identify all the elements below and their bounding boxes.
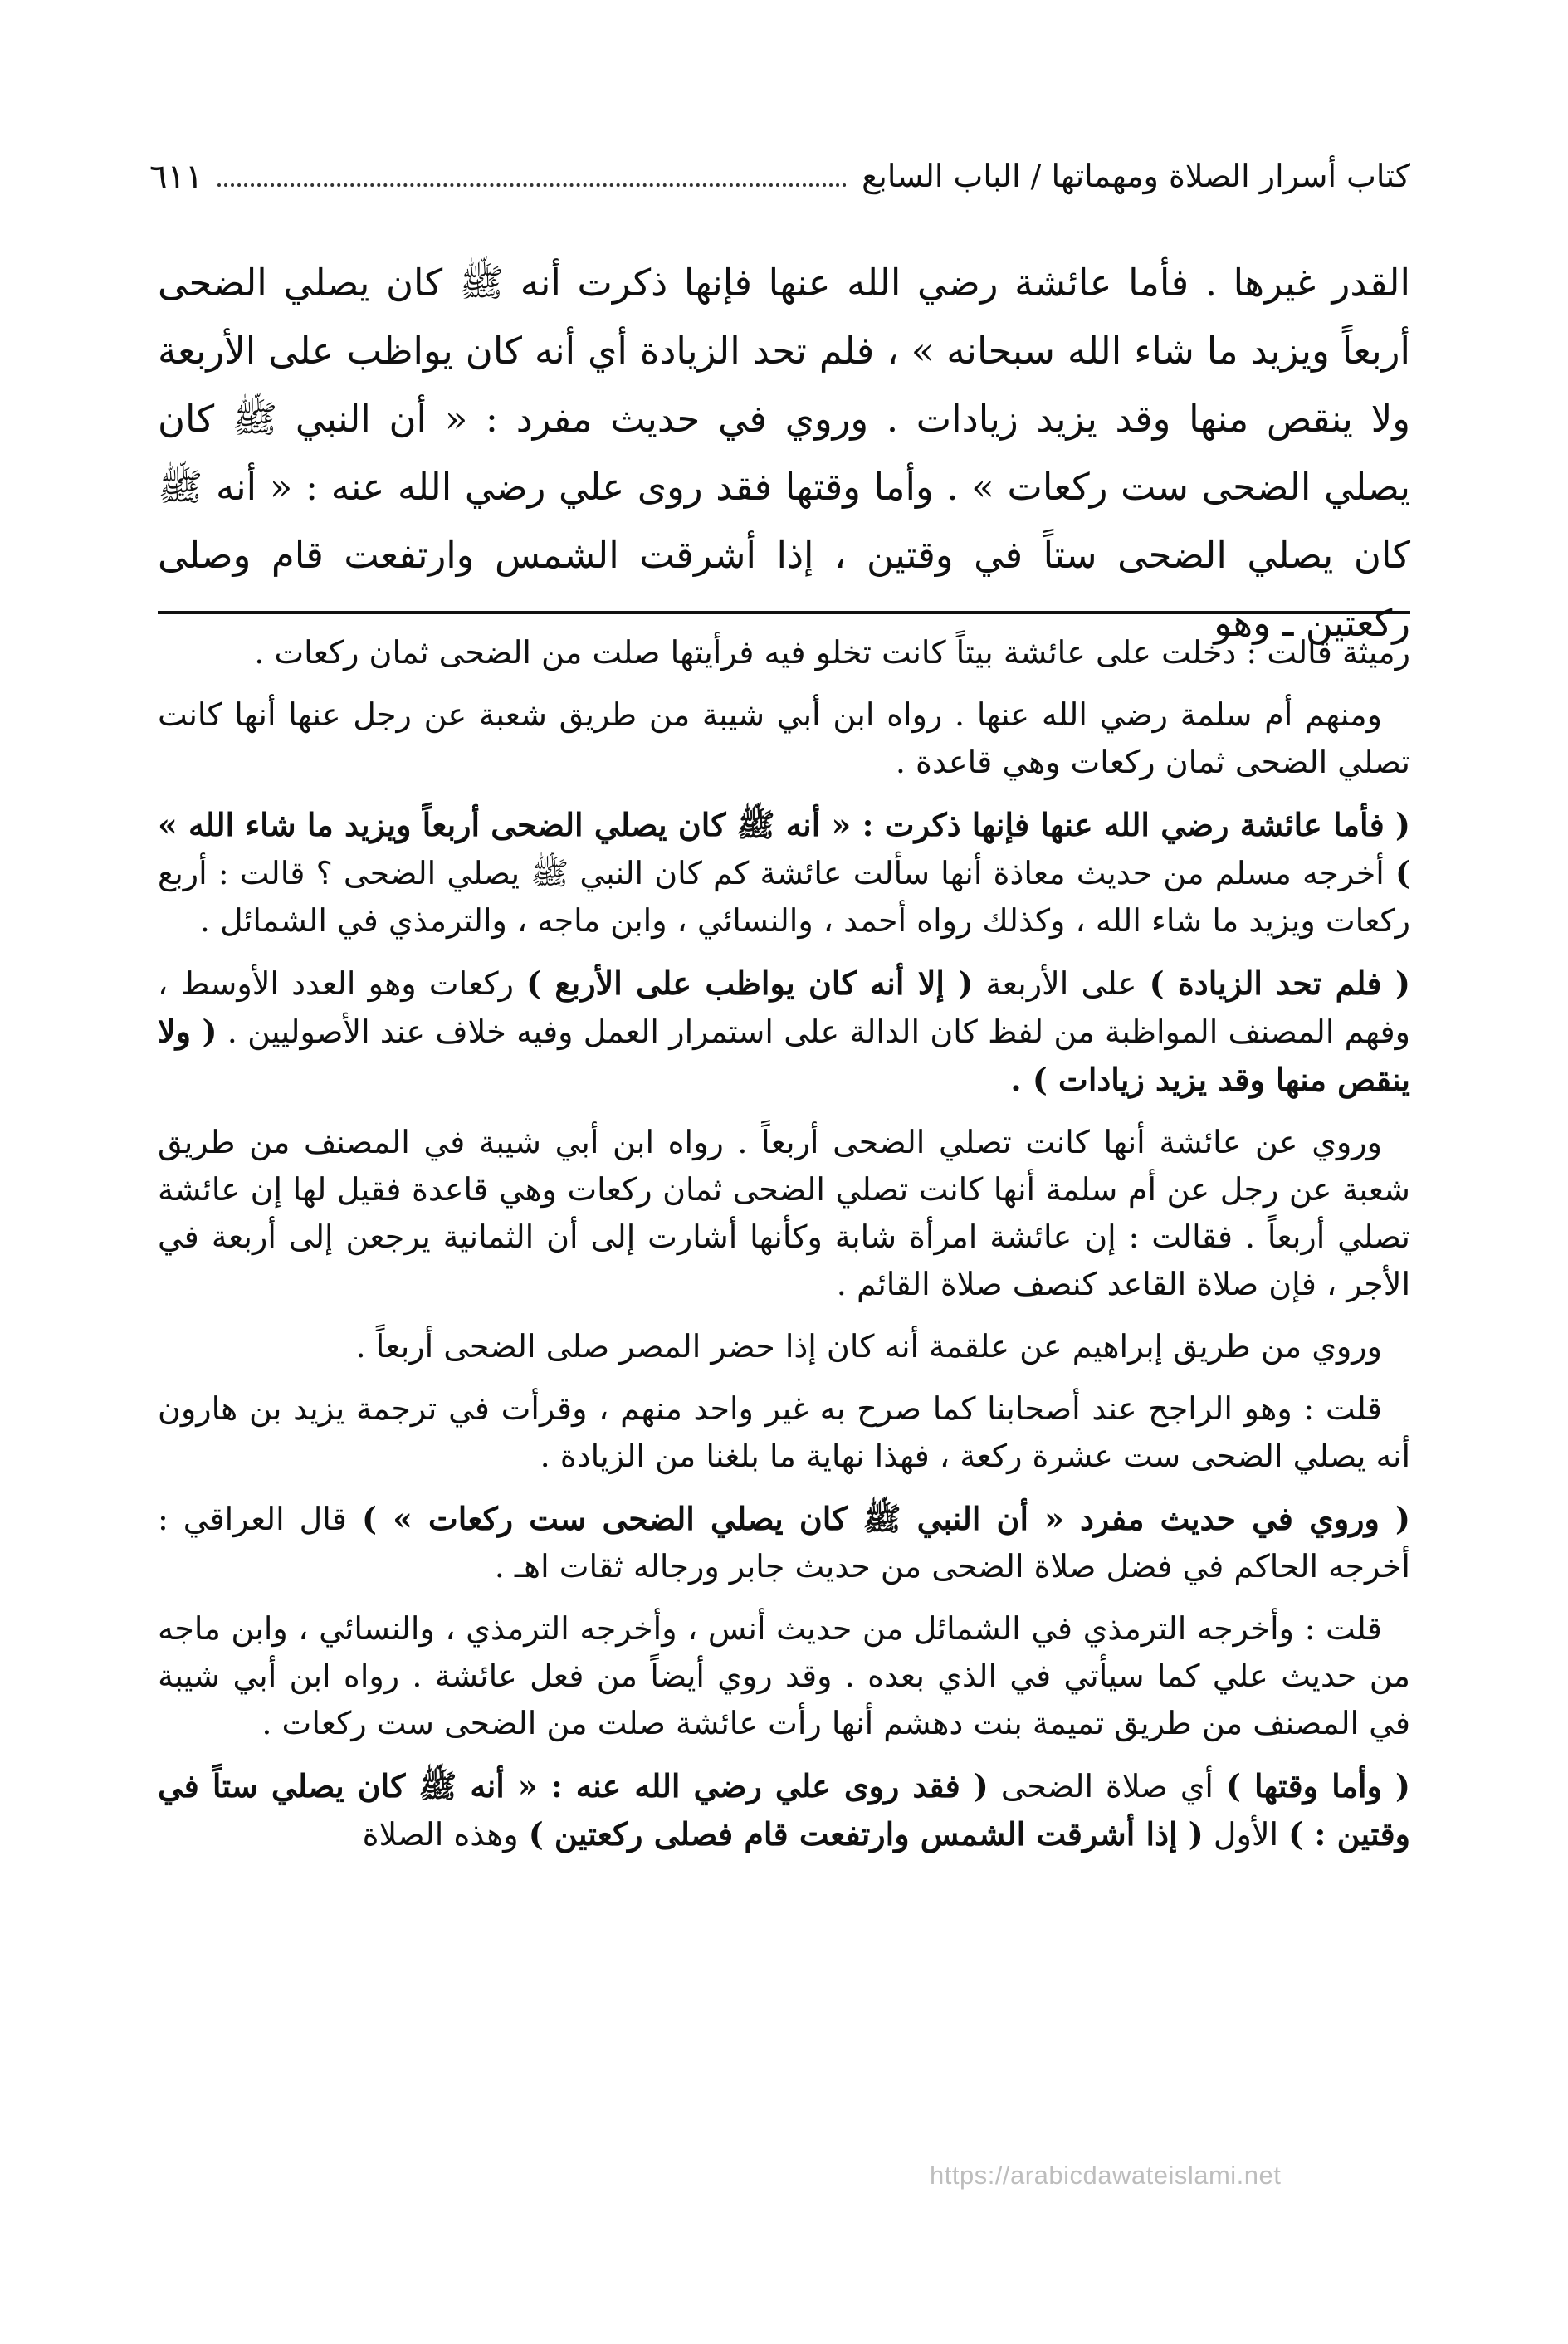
note-text: قال العراقي : أخرجه الحاكم في فضل صلاة الضحى من حديث جابر ورجاله ثقات اهـ .: [158, 1501, 1410, 1585]
note-text: أخرجه مسلم من حديث معاذة أنها سألت عائشة كم كان النبي ﷺ يصلي الضحى ؟ قالت : أربع ركعات ويزيد ما شاء الله ، وكذلك رواه أحمد ، والنسائي ، وابن ماجه ، والترمذي في الشمائل .: [158, 855, 1410, 939]
page-header: [149, 148, 1410, 206]
note-text: ومنهم أم سلمة رضي الله عنها . رواه ابن أبي شيبة من طريق شعبة عن رجل عنها أنها كانت تصلي الضحى ثمان ركعات وهي قاعدة .: [158, 696, 1410, 780]
note-paragraph: [158, 960, 1410, 1104]
quoted-text: ( ولا ينقص منها وقد يزيد زيادات ) .: [158, 1013, 1410, 1098]
quoted-text: ( فقد روى علي رضي الله عنه : « أنه ﷺ كان يصلي ستاً في وقتين : ): [158, 1767, 1410, 1853]
note-text: قلت : وهو الراجح عند أصحابنا كما صرح به غير واحد منهم ، وقرأت في ترجمة يزيد بن هارون أنه يصلي الضحى ست عشرة ركعة ، فهذا نهاية ما بلغنا من الزيادة .: [158, 1390, 1410, 1474]
note-paragraph: [158, 1119, 1410, 1308]
note-text: الأول: [1203, 1816, 1289, 1853]
note-paragraph: [158, 1762, 1410, 1858]
quoted-text: ( وروي في حديث مفرد « أن النبي ﷺ كان يصلي الضحى ست ركعات » ): [361, 1500, 1410, 1537]
note-paragraph: [158, 1323, 1410, 1370]
quoted-text: ( وأما وقتها ): [1225, 1767, 1410, 1804]
note-text: وروي عن عائشة أنها كانت تصلي الضحى أربعاً . رواه ابن أبي شيبة في المصنف من طريق شعبة عن رجل عن أم سلمة أنها كانت تصلي الضحى ثمان ركعات وهي قاعدة فقيل لها إن عائشة تصلي أربعاً . فقالت : إن عائشة امرأة شابة وكأنها أشارت إلى أن الثمانية يرجعن إلى أربعة في الأجر ، فإن صلاة القاعد كنصف صلاة القائم .: [158, 1124, 1410, 1302]
note-text: وهذه الصلاة: [362, 1816, 529, 1853]
quoted-text: ( إلا أنه كان يواظب على الأربع ): [526, 964, 974, 1002]
header-title: كتاب أسرار الصلاة ومهماتها / الباب السابع: [862, 158, 1410, 195]
commentary-notes: [158, 629, 1410, 1873]
quoted-text: ( فلم تحد الزيادة ): [1149, 964, 1410, 1002]
note-text: وروي من طريق إبراهيم عن علقمة أنه كان إذا حضر المصر صلى الضحى أربعاً .: [355, 1328, 1382, 1365]
header-dotted-leader: [217, 183, 847, 187]
note-paragraph: [158, 1495, 1410, 1590]
quoted-text: ( إذا أشرقت الشمس وارتفعت قام فصلى ركعتين ): [528, 1815, 1204, 1853]
quoted-text: ( فأما عائشة رضي الله عنها فإنها ذكرت : « أنه ﷺ كان يصلي الضحى أربعاً ويزيد ما شاء الله » ): [158, 806, 1410, 891]
note-paragraph: [158, 1385, 1410, 1480]
main-body-text: القدر غيرها . فأما عائشة رضي الله عنها فإنها ذكرت أنه ﷺ كان يصلي الضحى أربعاً ويزيد ما شاء الله سبحانه » ، فلم تحد الزيادة أي أنه كان يواظب على الأربعة ولا ينقص منها وقد يزيد زيادات . وروي في حديث مفرد : « أن النبي ﷺ كان يصلي الضحى ست ركعات » . وأما وقتها فقد روى علي رضي الله عنه : « أنه ﷺ كان يصلي الضحى ستاً في وقتين ، إذا أشرقت الشمس وارتفعت قام وصلى ركعتين ـ وهو: [158, 261, 1410, 645]
note-text: ركعات وهو العدد الأوسط ، وفهم المصنف المواظبة من لفظ كان الدالة على استمرار العمل وفيه خلاف عند الأصوليين .: [158, 965, 1410, 1050]
source-watermark: https://arabicdawateislami.net: [930, 2161, 1282, 2190]
footnote-separator: [158, 611, 1410, 614]
note-paragraph: [158, 691, 1410, 786]
note-paragraph: [158, 1605, 1410, 1747]
note-paragraph: [158, 801, 1410, 945]
page-number: ٦١١: [149, 158, 203, 196]
note-paragraph: [158, 629, 1410, 676]
note-text: رميثة قالت : دخلت على عائشة بيتاً كانت تخلو فيه فرأيتها صلت من الضحى ثمان ركعات .: [254, 634, 1410, 671]
note-text: أي صلاة الضحى: [988, 1768, 1226, 1804]
note-text: قلت : وأخرجه الترمذي في الشمائل من حديث أنس ، وأخرجه الترمذي ، والنسائي ، وابن ماجه من حديث علي كما سيأتي في الذي بعده . وقد روي أيضاً من فعل عائشة . رواه ابن أبي شيبة في المصنف من طريق تميمة بنت دهشم أنها رأت عائشة صلت من الضحى ست ركعات .: [158, 1610, 1410, 1741]
note-text: على الأربعة: [973, 965, 1150, 1002]
